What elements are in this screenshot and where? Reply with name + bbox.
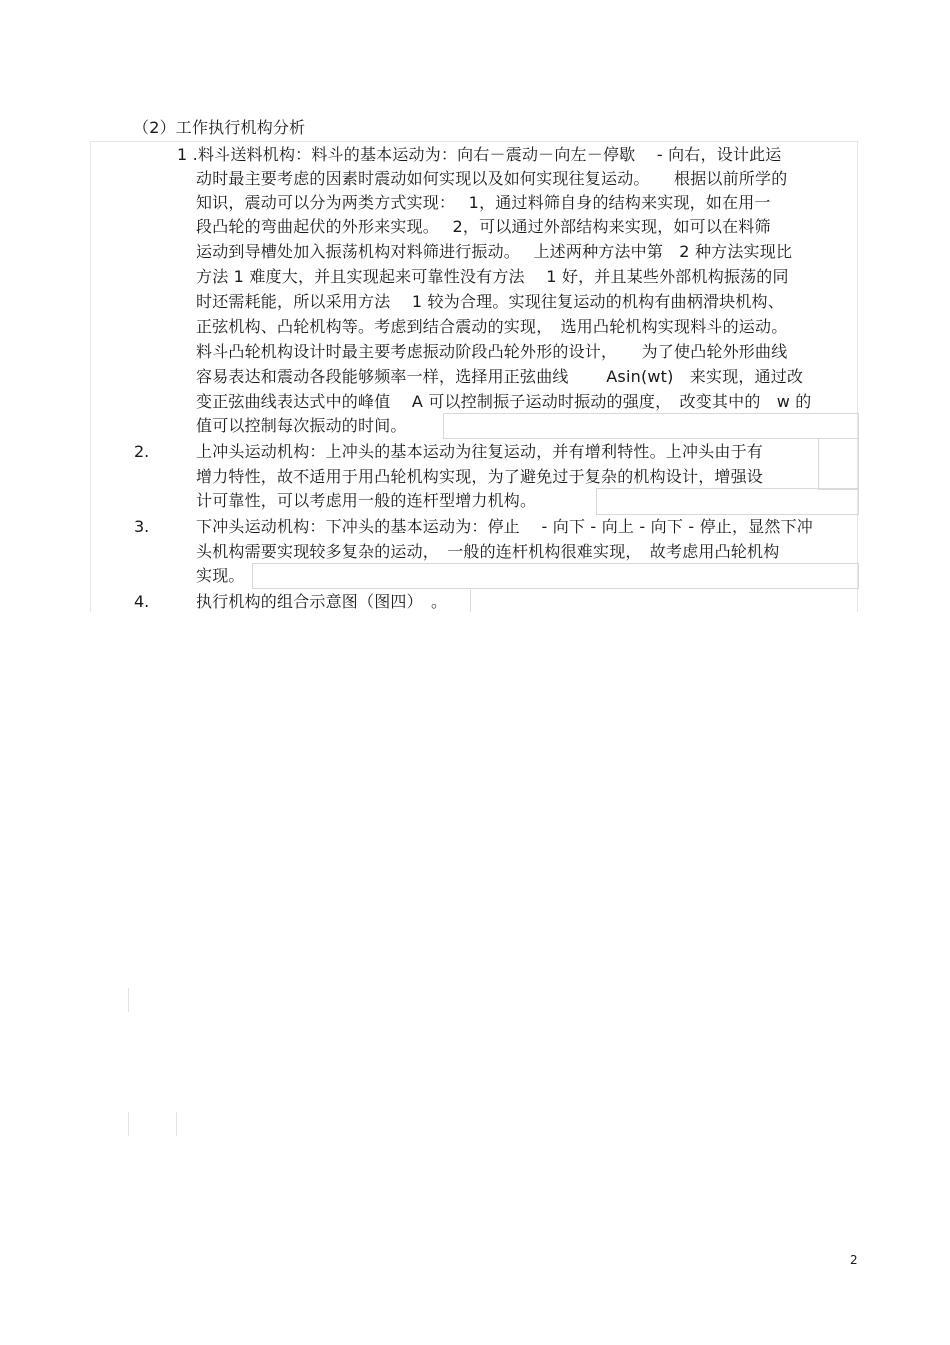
item-line: 头机构需要实现较多复杂的运动， 一般的连杆机构很难实现， 故考虑用凸轮机构 [196, 542, 780, 561]
scan-frame-4 [596, 488, 859, 515]
item-line: 值可以控制每次振动的时间。 [196, 416, 407, 435]
item-line: 变正弦曲线表达式中的峰值 A 可以控制振子运动时振动的强度， 改变其中的 w 的 [196, 392, 812, 411]
section-heading: （2）工作执行机构分析 [133, 118, 306, 137]
item-line: 时还需耗能，所以采用方法 1 较为合理。实现往复运动的机构有曲柄滑块机构、 [196, 292, 784, 311]
item-line: 1 .料斗送料机构：料斗的基本运动为：向右－震动－向左－停歇 - 向右，设计此运 [177, 145, 782, 164]
scan-frame-5 [252, 563, 859, 589]
scan-frame-6 [468, 590, 471, 612]
item-line: 运动到导槽处加入振荡机构对料筛进行振动。 上述两种方法中第 2 种方法实现比 [196, 242, 793, 261]
item-line: 执行机构的组合示意图（图四） 。 [196, 592, 448, 611]
item-line: 料斗凸轮机构设计时最主要考虑振动阶段凸轮外形的设计， 为了使凸轮外形曲线 [196, 342, 788, 361]
item-number: 4. [134, 592, 150, 611]
item-line: 动时最主要考虑的因素时震动如何实现以及如何实现往复运动。 根据以前所学的 [196, 169, 788, 188]
scan-frame-3 [818, 438, 859, 490]
item-line: 增力特性，故不适用于用凸轮机构实现，为了避免过于复杂的机构设计，增强设 [196, 467, 764, 486]
item-line: 容易表达和震动各段能够频率一样，选择用正弦曲线 Asin(wt) 来实现，通过改 [196, 367, 804, 386]
item-line: 段凸轮的弯曲起伏的外形来实现。 2，可以通过外部结构来实现，如可以在料筛 [196, 217, 771, 236]
item-line: 上冲头运动机构：上冲头的基本运动为往复运动，并有增利特性。上冲头由于有 [196, 442, 764, 461]
item-line: 知识，震动可以分为两类方式实现： 1，通过料筛自身的结构来实现，如在用一 [196, 193, 771, 212]
item-line: 计可靠性，可以考虑用一般的连杆型增力机构。 [196, 491, 537, 510]
item-line: 实现。 [196, 566, 245, 585]
item-number: 2. [134, 442, 150, 461]
item-line: 下冲头运动机构：下冲头的基本运动为：停止 - 向下 - 向上 - 向下 - 停止，显然下冲 [196, 517, 813, 536]
item-line: 正弦机构、凸轮机构等。考虑到结合震动的实现， 选用凸轮机构实现料斗的运动。 [196, 317, 788, 336]
page-number: 2 [850, 1253, 858, 1267]
scan-rule-3 [176, 1112, 177, 1136]
scan-frame-2 [443, 413, 859, 439]
scan-rule-1 [128, 988, 129, 1012]
scan-rule-2 [128, 1112, 129, 1136]
item-line: 方法 1 难度大，并且实现起来可靠性没有方法 1 好，并且某些外部机构振荡的同 [196, 267, 789, 286]
item-number: 3. [134, 517, 150, 536]
